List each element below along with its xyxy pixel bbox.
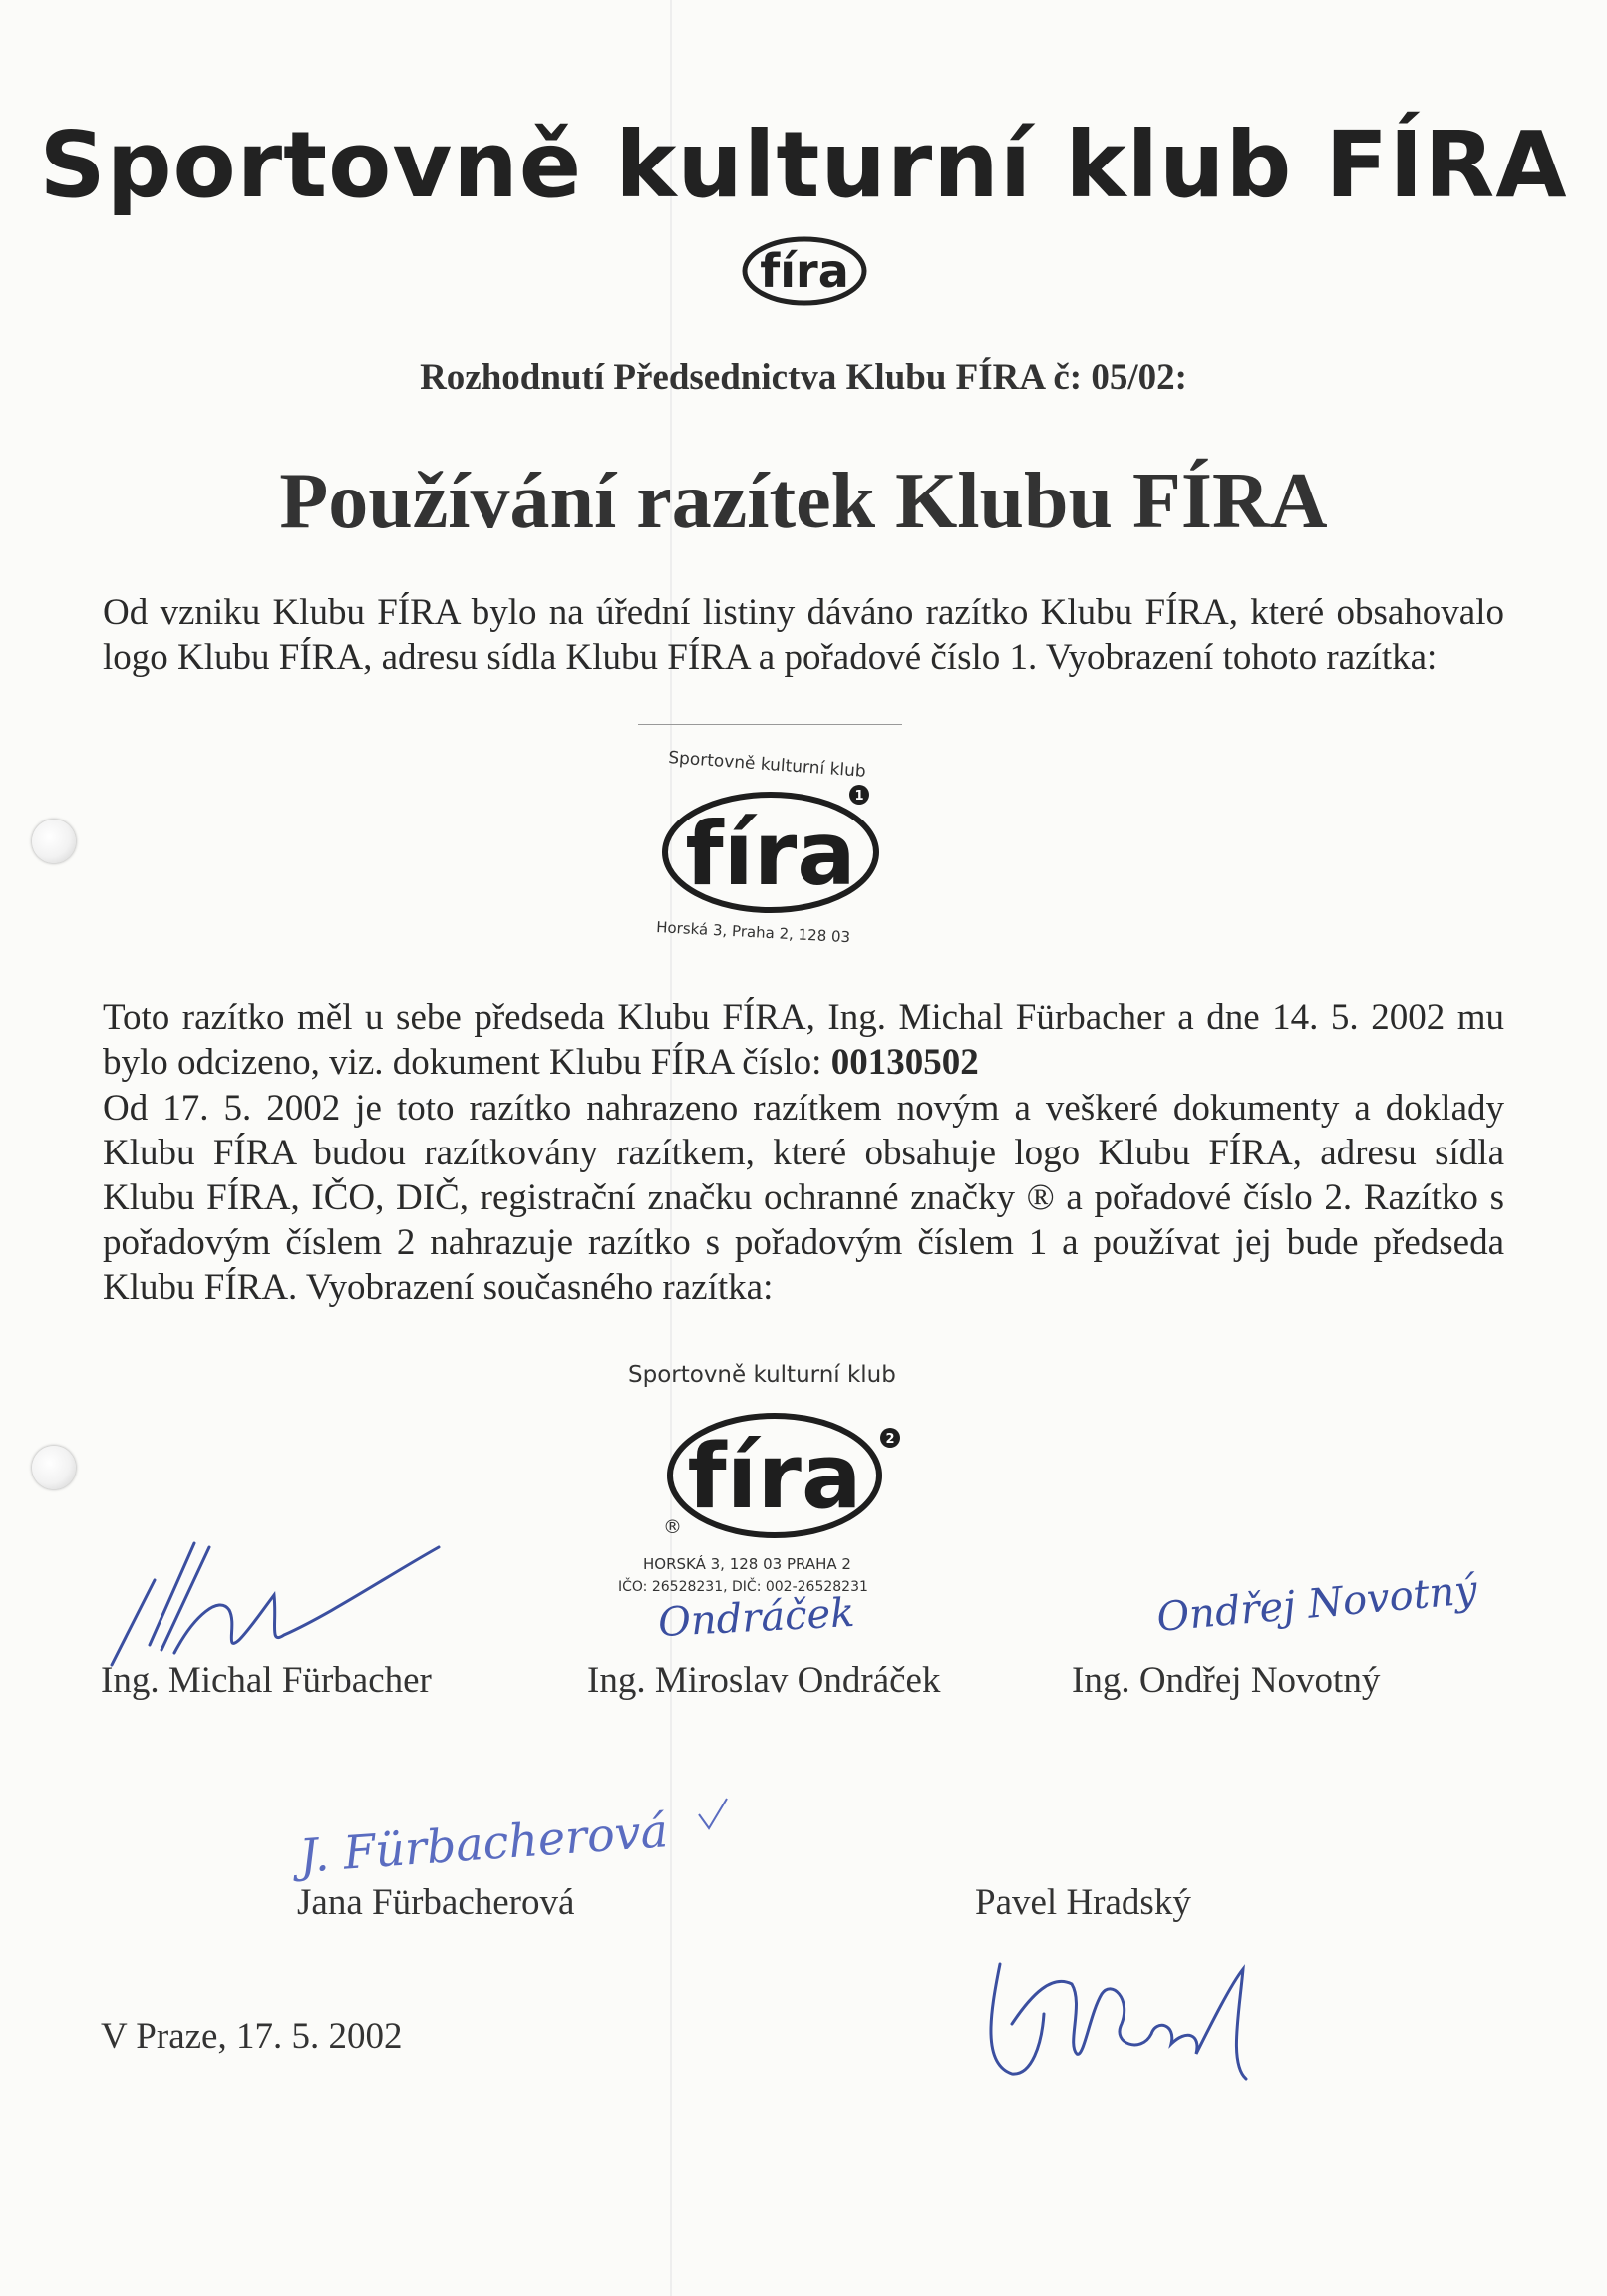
- signature-furbacherova: J. Fürbacherová: [297, 1804, 670, 1883]
- old-stamp-logo: fíra: [685, 803, 856, 905]
- place-date: V Praze, 17. 5. 2002: [101, 2016, 403, 2057]
- signature-hradsky: [972, 1954, 1291, 2104]
- club-logo-text: fíra: [760, 244, 849, 298]
- paragraph-theft: [103, 995, 1504, 1085]
- new-stamp-ids: IČO: 26528231, DIČ: 002-26528231: [618, 1579, 868, 1595]
- new-stamp: [603, 1356, 932, 1600]
- signatory-novotny: Ing. Ondřej Novotný: [1072, 1660, 1381, 1701]
- old-stamp-number: 1: [854, 789, 864, 804]
- punch-hole-top: [32, 820, 76, 863]
- old-stamp-caption: Sportovně kulturní klub: [667, 748, 867, 782]
- signature-novotny: Ondřej Novotný: [1154, 1567, 1479, 1641]
- new-stamp-number: 2: [885, 1432, 895, 1447]
- old-stamp: [638, 733, 907, 947]
- paragraph-replacement: Od 17. 5. 2002 je toto razítko nahrazeno razítkem novým a veškeré dokumenty a doklady Klubu FÍRA budou razítkovány razítkem, které obsahuje logo Klubu FÍRA, adresu sídla Klubu FÍRA, IČO, DIČ, registrační značku ochranné značky ® a pořadové číslo 2. Razítko s pořadovým číslem 2 nahrazuje razítko s pořadovým číslem 1 a používat jej bude předseda Klubu FÍRA. Vyobrazení současného razítka:: [103, 1088, 1504, 1308]
- check-mark-icon: [693, 1795, 733, 1834]
- new-stamp-logo: fíra: [687, 1425, 862, 1529]
- decision-subtitle: Rozhodnutí Předsednictva Klubu FÍRA č: 05/02:: [420, 357, 1187, 398]
- paragraph-theft-text: Toto razítko měl u sebe předseda Klubu FÍRA, Ing. Michal Fürbacher a dne 14. 5. 2002 mu bylo odcizeno, viz. dokument Klubu FÍRA číslo:: [103, 997, 1504, 1083]
- signatory-furbacherova: Jana Fürbacherová: [297, 1882, 575, 1923]
- club-logo-icon: [738, 231, 872, 311]
- punch-hole-bottom: [32, 1446, 76, 1489]
- signatory-furbacher: Ing. Michal Fürbacher: [101, 1660, 432, 1701]
- signatory-hradsky: Pavel Hradský: [975, 1882, 1191, 1923]
- old-stamp-address: Horská 3, Praha 2, 128 03: [655, 918, 851, 947]
- new-stamp-registered-mark: ®: [663, 1516, 682, 1538]
- signature-ondracek: Ondráček: [656, 1589, 856, 1647]
- stamp-divider: [638, 724, 902, 725]
- new-stamp-address: HORSKÁ 3, 128 03 PRAHA 2: [643, 1555, 851, 1573]
- club-title: Sportovně kulturní klub FÍRA: [39, 112, 1568, 218]
- paragraph-intro: Od vzniku Klubu FÍRA bylo na úřední listiny dáváno razítko Klubu FÍRA, které obsahovalo logo Klubu FÍRA, adresu sídla Klubu FÍRA a pořadové číslo 1. Vyobrazení tohoto razítka:: [103, 592, 1504, 678]
- signatory-ondracek: Ing. Miroslav Ondráček: [587, 1660, 941, 1701]
- signature-furbacher: [100, 1535, 459, 1675]
- new-stamp-caption: Sportovně kulturní klub: [628, 1362, 896, 1388]
- decision-title: Používání razítek Klubu FÍRA: [279, 458, 1328, 545]
- document-number: 00130502: [830, 1042, 979, 1083]
